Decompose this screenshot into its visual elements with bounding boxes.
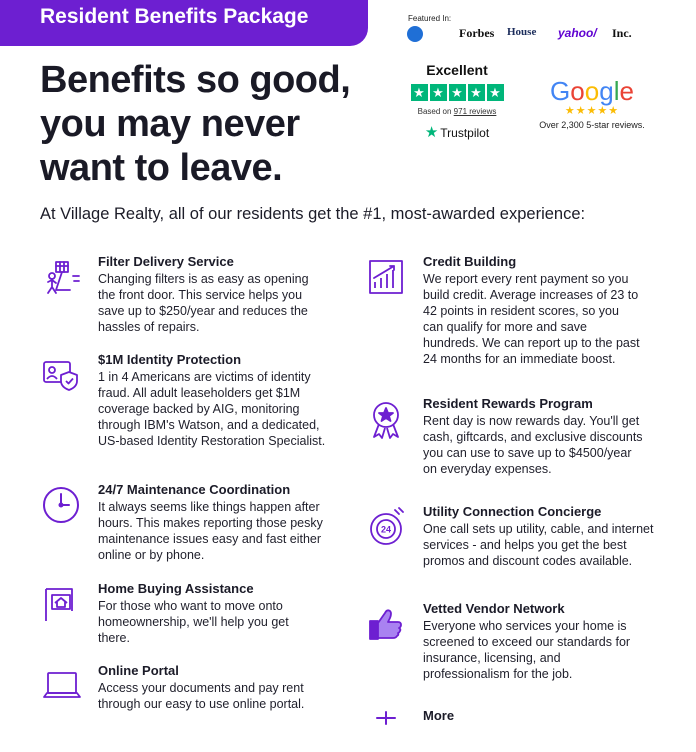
google-rating	[532, 76, 652, 130]
thumbs-up-icon	[365, 603, 407, 645]
award-ribbon-icon	[365, 398, 407, 440]
home-buying-icon	[40, 583, 82, 625]
benefit-filter-delivery	[98, 254, 348, 335]
headline-line: want to leave.	[40, 147, 283, 189]
utility-clock-icon	[365, 506, 407, 548]
benefit-description: Everyone who services your home is screened to exceed our standards for insurance, licensing, and professionalism for the job.	[423, 619, 631, 681]
yahoo-logo: yahoo/	[558, 26, 597, 40]
usa-today-logo	[407, 26, 423, 42]
trustpilot-rating	[398, 62, 516, 140]
benefit-title: Home Buying Assistance	[98, 581, 254, 596]
benefit-title: More	[423, 708, 455, 723]
benefit-description: 1 in 4 Americans are victims of identity fraud. All adult leaseholders get $1M coverage backed by AIG, monitoring through IBM's Watson, and a dedicated, US-based Identity Restoration Specialist.	[98, 370, 326, 448]
benefit-title: Resident Rewards Program	[423, 396, 593, 411]
benefit-description: Changing filters is as easy as opening the front door. This service helps you save up to $250/year and reduces the hassles of repairs.	[98, 272, 309, 334]
benefit-title: 24/7 Maintenance Coordination	[98, 482, 291, 497]
trustpilot-star-icon: ★	[424, 124, 439, 141]
forbes-logo: Forbes	[459, 26, 495, 40]
benefit-vendor-network	[423, 601, 673, 682]
identity-protection-icon	[40, 354, 82, 396]
header-banner	[0, 0, 368, 46]
filter-delivery-icon	[40, 256, 82, 298]
benefit-title: Credit Building	[423, 254, 517, 269]
benefit-title: Online Portal	[98, 663, 179, 678]
benefit-identity-protection	[98, 352, 348, 449]
benefit-credit-building	[423, 254, 673, 367]
google-stars: ★★★★★	[564, 105, 620, 117]
laptop-icon	[40, 665, 82, 707]
trustpilot-label: Excellent	[426, 62, 488, 78]
star-icon: ★	[449, 84, 466, 101]
benefit-title: Utility Connection Concierge	[423, 504, 602, 519]
google-logo: Google	[550, 76, 634, 106]
review-count-link[interactable]: 971 reviews	[453, 107, 497, 116]
benefit-title: Vetted Vendor Network	[423, 601, 565, 616]
benefit-description: We report every rent payment so you build credit. Average increases of 23 to 42 points in resident scores, so you can qualify for more and save hundreds. We can report up to the past 24 months for an immediate boost.	[423, 272, 640, 366]
more-icon	[365, 710, 407, 752]
trustpilot-stars	[398, 84, 516, 101]
google-caption: Over 2,300 5-star reviews.	[539, 120, 645, 130]
benefit-description: Access your documents and pay rent through our easy to use online portal.	[98, 681, 305, 711]
benefit-more	[423, 708, 673, 725]
benefit-utility-concierge	[380, 504, 673, 569]
star-icon: ★	[487, 84, 504, 101]
headline-line: you may never	[40, 103, 300, 145]
featured-logos	[407, 26, 647, 44]
house-logo: House	[507, 26, 537, 38]
benefit-description: For those who want to move onto homeownership, we'll help you get there.	[98, 599, 289, 645]
inc-logo: Inc.	[612, 26, 632, 40]
trustpilot-brand: ★ Trustpilot	[424, 124, 490, 141]
benefit-online-portal	[98, 663, 348, 712]
star-icon: ★	[430, 84, 447, 101]
headline	[40, 58, 400, 190]
trustpilot-based-on: Based on 971 reviews	[417, 107, 497, 116]
banner-title: Resident Benefits Package	[40, 5, 309, 28]
benefit-title: Filter Delivery Service	[98, 254, 234, 269]
clock-icon	[40, 484, 82, 526]
benefit-description: It always seems like things happen after hours. This makes reporting those pesky maintenance issues easy and fast either online or by phone.	[98, 500, 323, 562]
benefit-maintenance	[98, 482, 348, 563]
benefit-description: One call sets up utility, cable, and internet services - and helps you get the best promos and discount codes available.	[423, 522, 654, 568]
headline-line: Benefits so good,	[40, 59, 351, 101]
intro-text: At Village Realty, all of our residents get the #1, most-awarded experience:	[40, 205, 586, 223]
benefit-home-buying	[98, 581, 348, 646]
credit-chart-icon	[365, 256, 407, 298]
star-icon: ★	[411, 84, 428, 101]
svg-text:24: 24	[380, 524, 392, 535]
benefit-title: $1M Identity Protection	[98, 352, 242, 367]
benefit-resident-rewards	[423, 396, 673, 477]
featured-label: Featured In:	[408, 14, 452, 23]
star-icon: ★	[468, 84, 485, 101]
benefit-description: Rent day is now rewards day. You'll get cash, giftcards, and exclusive discounts you can use to save up to $4500/year on everyday expenses.	[423, 414, 643, 476]
